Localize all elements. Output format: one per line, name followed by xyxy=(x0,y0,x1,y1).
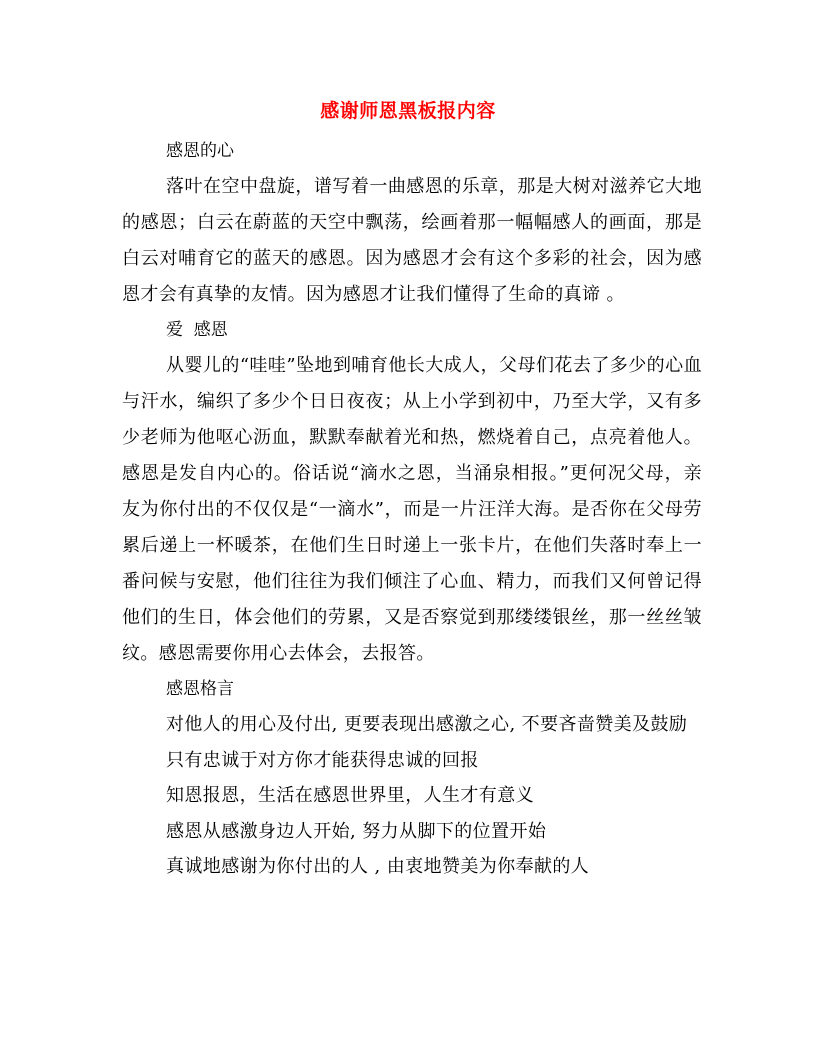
section-heading-love-gratitude: 爱 感恩 xyxy=(166,320,228,340)
section-heading-gratitude-heart: 感恩的心 xyxy=(166,141,234,161)
quote-item: 真诚地感谢为你付出的人 , 由衷地赞美为你奉献的人 xyxy=(166,856,590,877)
quotes-list xyxy=(122,707,702,885)
section-heading-gratitude-quotes: 感恩格言 xyxy=(166,679,234,699)
quote-item: 对他人的用心及付出, 更要表现出感激之心, 不要吝啬赞美及鼓励 xyxy=(166,714,688,735)
document-title: 感谢师恩黑板报内容 xyxy=(320,100,496,122)
quote-item: 只有忠诚于对方你才能获得忠诚的回报 xyxy=(166,749,479,771)
section-paragraph-gratitude-heart: 落叶在空中盘旋，谱写着一曲感恩的乐章，那是大树对滋养它大地的感恩；白云在蔚蓝的天空中飘荡，绘画着那一幅幅感人的画面，那是白云对哺育它的蓝天的感恩。因为感恩才会有这个多彩的社会，因为感恩才会有真挚的友情。因为感恩才让我们懂得了生命的真谛 。 xyxy=(122,176,702,305)
document-body xyxy=(122,136,702,885)
section-paragraph-love-gratitude: 从婴儿的“哇哇”坠地到哺育他长大成人，父母们花去了多少的心血与汗水，编织了多少个日日夜夜；从上小学到初中，乃至大学，又有多少老师为他呕心沥血，默默奉献着光和热，燃烧着自己，点亮着他人。感恩是发自内心的。俗话说“滴水之恩，当涌泉相报。”更何况父母，亲友为你付出的不仅仅是“一滴水”，而是一片汪洋大海。是否你在父母劳累后递上一杯暖茶，在他们生日时递上一张卡片，在他们失落时奉上一番问候与安慰，他们往往为我们倾注了心血、精力，而我们又何曾记得他们的生日，体会他们的劳累，又是否察觉到那缕缕银丝，那一丝丝皱纹。感恩需要你用心去体会，去报答。 xyxy=(122,355,702,664)
quote-item: 知恩报恩，生活在感恩世界里，人生才有意义 xyxy=(166,785,534,806)
quote-item: 感恩从感激身边人开始, 努力从脚下的位置开始 xyxy=(166,820,547,842)
